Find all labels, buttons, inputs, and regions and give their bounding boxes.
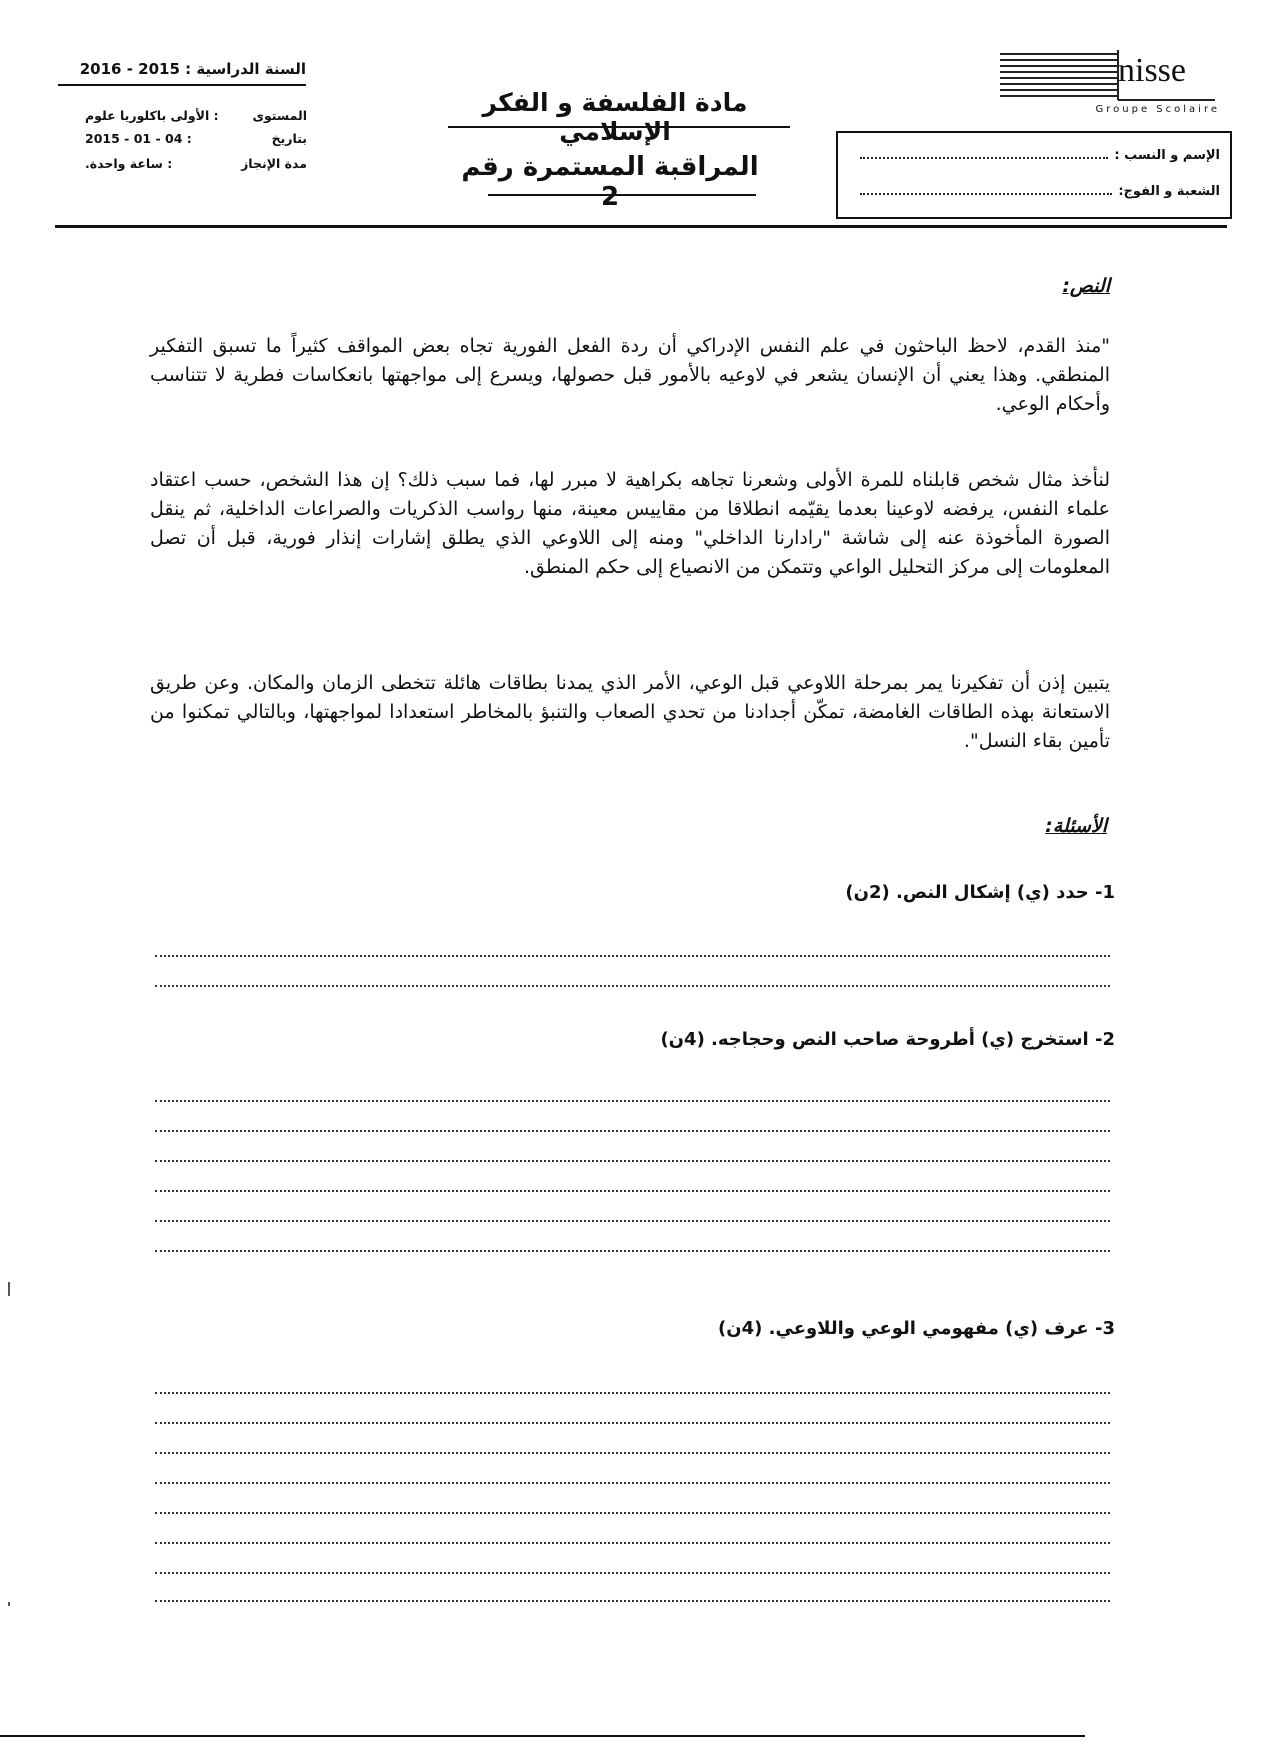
footer-divider [0, 1735, 1085, 1737]
answer-line[interactable] [155, 1572, 1110, 1574]
answer-line[interactable] [155, 1100, 1110, 1102]
scan-mark [8, 1602, 10, 1606]
answer-line[interactable] [155, 1600, 1110, 1602]
question-2: 2- استخرج (ي) أطروحة صاحب النص وحجاجه. (4ن) [660, 1029, 1115, 1050]
school-year: السنة الدراسية : 2015 - 2016 [79, 60, 306, 78]
answer-line[interactable] [155, 1422, 1110, 1424]
answer-line[interactable] [155, 985, 1110, 987]
name-dotted-line [860, 147, 1108, 159]
branch-dotted-line [860, 183, 1112, 195]
name-label: الإسم و النسب : [1114, 148, 1220, 163]
subject-title: مادة الفلسفة و الفكر الإسلامي [482, 88, 748, 146]
subject-underline [448, 126, 790, 128]
answer-line[interactable] [155, 1130, 1110, 1132]
answer-line[interactable] [155, 1542, 1110, 1544]
header-divider [55, 225, 1227, 228]
level-label: المستوى [252, 108, 307, 123]
answer-line[interactable] [155, 1482, 1110, 1484]
school-year-underline [58, 84, 306, 86]
branch-label: الشعبة و الفوج: [1118, 184, 1220, 199]
exam-title: المراقبة المستمرة رقم 2 [461, 152, 759, 212]
duration-row [85, 156, 307, 171]
duration-label: مدة الإنجاز [241, 156, 307, 171]
answer-line[interactable] [155, 955, 1110, 957]
answer-line[interactable] [155, 1452, 1110, 1454]
branch-field[interactable] [854, 183, 1220, 199]
answer-line[interactable] [155, 1190, 1110, 1192]
text-paragraph-3: يتبين إذن أن تفكيرنا يمر بمرحلة اللاوعي قبل الوعي، الأمر الذي يمدنا بطاقات هائلة تتخطى الزمان والمكان. وعن طريق الاستعانة بهذه الطاقات الغامضة، تمكّن أجدادنا من تحدي الصعاب والتنبؤ بالمخاطر استعدادا لمواجهتها، وبالتالي تمكنوا من تأمين بقاء النسل". [150, 672, 1110, 752]
answer-line[interactable] [155, 1160, 1110, 1162]
name-field[interactable] [854, 147, 1220, 163]
level-value: : الأولى باكلوريا علوم [85, 108, 219, 123]
date-label: بتاريخ [271, 131, 307, 146]
duration-value: : ساعة واحدة. [85, 156, 173, 171]
date-value: : 04 - 01 - 2015 [85, 131, 192, 146]
questions-heading: الأسئلة: [1045, 815, 1107, 837]
level-row [85, 108, 307, 123]
question-3: 3- عرف (ي) مفهومي الوعي واللاوعي. (4ن) [718, 1318, 1115, 1339]
answer-line[interactable] [155, 1392, 1110, 1394]
answer-line[interactable] [155, 1250, 1110, 1252]
question-1: 1- حدد (ي) إشكال النص. (2ن) [845, 882, 1115, 903]
answer-line[interactable] [155, 1220, 1110, 1222]
logo-subtitle: Groupe Scolaire [1095, 104, 1220, 115]
student-info-box [836, 131, 1232, 219]
date-row [85, 131, 307, 146]
text-paragraph-1: "منذ القدم، لاحظ الباحثون في علم النفس الإدراكي أن ردة الفعل الفورية تجاه بعض المواقف كثيراً ما تسبق التفكير المنطقي. وهذا يعني أن الإنسان يشعر في لاوعيه بالأمور قبل حصولها، ويسرع إلى مواجهتها بانعكاسات فطرية لا تتناسب وأحكام الوعي. [150, 335, 1110, 415]
text-heading: النص: [1062, 275, 1110, 297]
answer-line[interactable] [155, 1512, 1110, 1514]
text-paragraph-2: لنأخذ مثال شخص قابلناه للمرة الأولى وشعرنا تجاهه بكراهية لا مبرر لها، فما سبب ذلك؟ إن هذا الشخص، حسب اعتقاد علماء النفس، يرفضه لاوعينا بعدما يقيّمه انطلاقا من مقاييس معينة، منها رواسب الذكريات والصراعات الداخلية، ثم ينقل الصورة المأخوذة عنه إلى شاشة "رادارنا الداخلي" ومنه إلى اللاوعي الذي يطلق إشارات إنذار فورية، قبل أن تصل المعلومات إلى مركز التحليل الواعي وتتمكن من الانصياع إلى حكم المنطق. [150, 469, 1110, 578]
scan-mark [8, 1282, 10, 1296]
logo-text: nisse [1118, 52, 1186, 89]
exam-underline [488, 194, 756, 196]
